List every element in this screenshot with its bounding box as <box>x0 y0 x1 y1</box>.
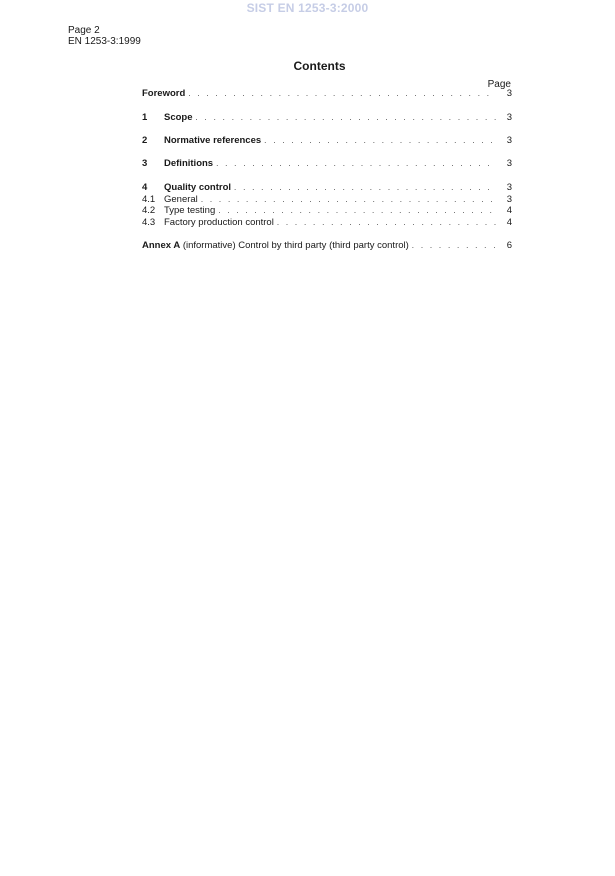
page-number: Page 2 <box>68 25 100 36</box>
document-id: EN 1253-3:1999 <box>68 36 141 47</box>
toc-entry-page: 6 <box>506 240 512 251</box>
toc-leader-dots <box>234 182 496 193</box>
toc-leader-dots <box>264 135 496 146</box>
page-header <box>68 25 141 47</box>
toc-entry-number: 4.3 <box>142 217 156 228</box>
toc-entry-title: Normative references <box>164 135 262 146</box>
toc-entry-scope[interactable] <box>142 112 512 123</box>
toc-entry-page: 3 <box>506 194 512 205</box>
toc-entry-page: 3 <box>506 112 512 123</box>
toc-entry-page: 3 <box>506 182 512 193</box>
toc-entry-quality-control[interactable] <box>142 182 512 193</box>
toc-entry-page: 3 <box>506 88 512 99</box>
toc-leader-dots <box>277 217 496 228</box>
contents-title: Contents <box>293 59 346 73</box>
toc-leader-dots <box>216 158 496 169</box>
toc-entry-number: 1 <box>142 112 148 123</box>
toc-entry-number: 4.1 <box>142 194 156 205</box>
toc-entry-definitions[interactable] <box>142 158 512 169</box>
toc-leader-dots <box>188 88 496 99</box>
toc-entry-general[interactable] <box>142 194 512 205</box>
toc-entry-title: Foreword <box>142 88 186 99</box>
toc-leader-dots <box>218 205 496 216</box>
toc-entry-title: Quality control <box>164 182 232 193</box>
toc-entry-page: 3 <box>506 158 512 169</box>
toc-leader-dots <box>196 112 496 123</box>
toc-entry-normative-references[interactable] <box>142 135 512 146</box>
toc-entry-number: 2 <box>142 135 148 146</box>
annex-label: Annex A <box>142 240 181 251</box>
toc-entry-foreword[interactable] <box>142 88 512 99</box>
toc-entry-title: Type testing <box>164 205 216 216</box>
toc-entry-number: 3 <box>142 158 148 169</box>
page-column-label: Page <box>487 79 511 90</box>
toc-entry-title: General <box>164 194 198 205</box>
toc-entry-number: 4.2 <box>142 205 156 216</box>
toc-entry-title: Factory production control <box>164 217 274 228</box>
toc-leader-dots <box>201 194 496 205</box>
toc-entry-page: 3 <box>506 135 512 146</box>
toc-entry-number: 4 <box>142 182 148 193</box>
toc-entry-annex-a[interactable] <box>142 240 512 251</box>
toc-entry-title: Definitions <box>164 158 214 169</box>
toc-entry-title <box>142 240 412 251</box>
toc-entry-page: 4 <box>506 217 512 228</box>
annex-description: (informative) Control by third party (third party control) <box>182 240 409 251</box>
toc-entry-factory-production-control[interactable] <box>142 217 512 228</box>
toc-leader-dots <box>412 240 496 251</box>
toc-entry-type-testing[interactable] <box>142 205 512 216</box>
watermark: SIST EN 1253-3:2000 <box>246 1 369 15</box>
toc-entry-page: 4 <box>506 205 512 216</box>
toc-entry-title: Scope <box>164 112 193 123</box>
